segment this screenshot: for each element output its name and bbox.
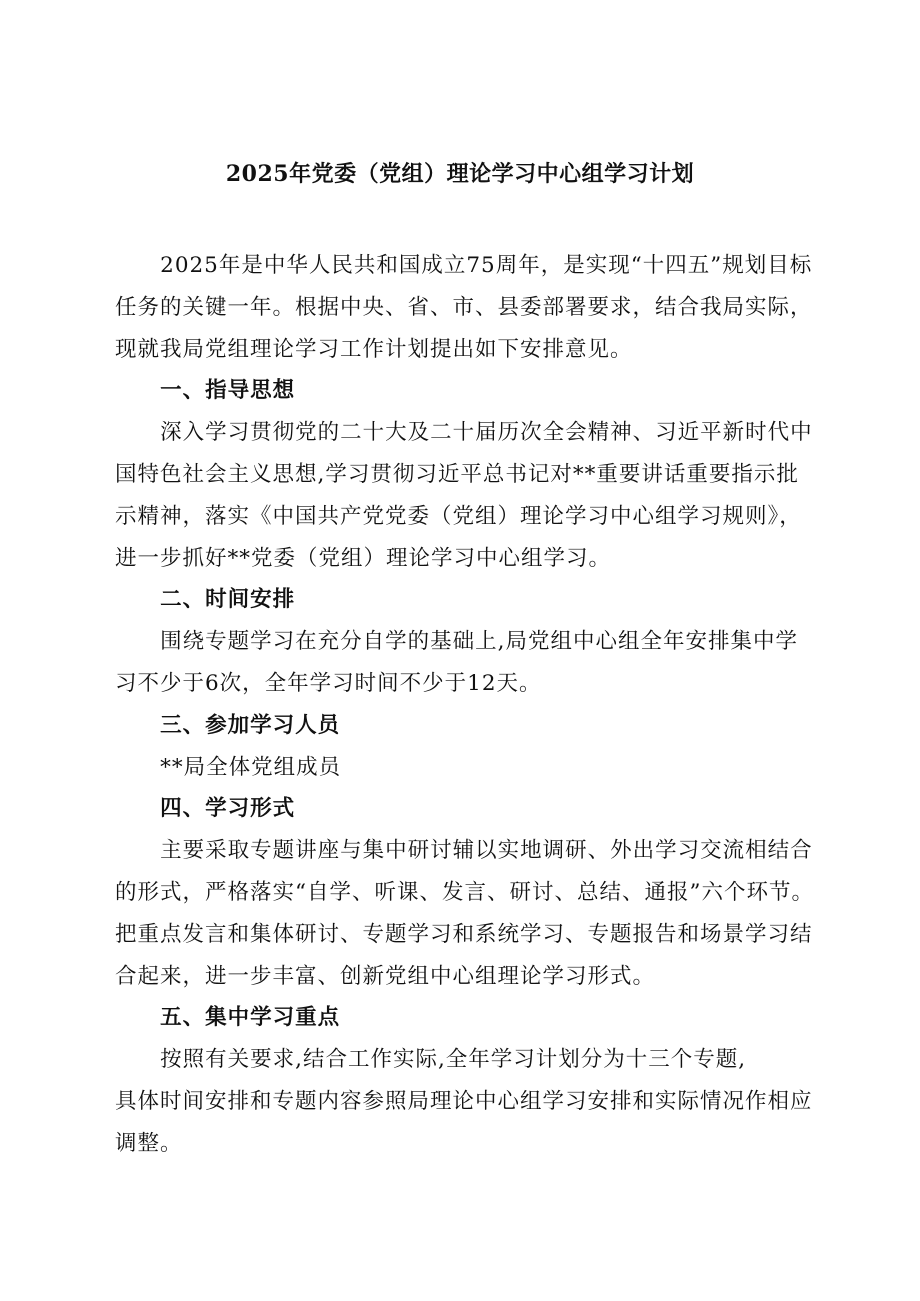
intro-line-2: 任务的关键一年。根据中央、省、市、县委部署要求，结合我局实际， — [115, 294, 813, 320]
section-5-paragraph — [115, 1039, 840, 1164]
section-2-line: 围绕专题学习在充分自学的基础上,局党组中心组全年安排集中学 — [160, 629, 798, 655]
document-title: 2025年党委（党组）理论学习中心组学习计划 — [225, 161, 695, 187]
section-4-line: 把重点发言和集体研讨、专题学习和系统学习、专题报告和场景学习结 — [115, 921, 813, 947]
section-1-line: 示精神，落实《中国共产党党委（党组）理论学习中心组学习规则》， — [115, 503, 802, 529]
intro-paragraph — [115, 245, 840, 370]
intro-line-1: 2025年是中华人民共和国成立75周年，是实现“十四五”规划目标 — [160, 253, 813, 278]
section-4-line: 合起来，进一步丰富、创新党组中心组理论学习形式。 — [115, 963, 656, 989]
section-1-paragraph — [115, 412, 840, 579]
section-3-paragraph — [115, 747, 840, 789]
section-4-line: 的形式，严格落实“自学、听课、发言、研讨、总结、通报”六个环节。 — [115, 879, 814, 905]
section-5-heading: 五、集中学习重点 — [160, 1005, 341, 1031]
section-2-heading: 二、时间安排 — [160, 587, 296, 613]
section-4-paragraph — [115, 830, 840, 997]
section-1-line: 进一步抓好**党委（党组）理论学习中心组学习。 — [115, 545, 612, 571]
section-4-line: 主要采取专题讲座与集中研讨辅以实地调研、外出学习交流相结合 — [160, 838, 813, 864]
section-2-line: 习不少于6次，全年学习时间不少于12天。 — [115, 670, 542, 696]
section-1-line: 国特色社会主义思想,学习贯彻习近平总书记对**重要讲话重要指示批 — [115, 461, 799, 487]
section-3-line: **局全体党组成员 — [160, 754, 342, 780]
section-1-line: 深入学习贯彻党的二十大及二十届历次全会精神、习近平新时代中 — [160, 420, 813, 446]
section-5-line: 按照有关要求,结合工作实际,全年学习计划分为十三个专题, — [160, 1047, 747, 1073]
section-4-heading: 四、学习形式 — [160, 796, 296, 822]
intro-line-3: 现就我局党组理论学习工作计划提出如下安排意见。 — [115, 336, 633, 362]
section-2-paragraph — [115, 621, 840, 705]
section-5-line: 具体时间安排和专题内容参照局理论中心组学习安排和实际情况作相应 — [115, 1088, 813, 1114]
section-5-line: 调整。 — [115, 1130, 183, 1156]
section-1-heading: 一、指导思想 — [160, 378, 296, 404]
section-3-heading: 三、参加学习人员 — [160, 712, 341, 738]
document-body — [115, 245, 840, 1165]
